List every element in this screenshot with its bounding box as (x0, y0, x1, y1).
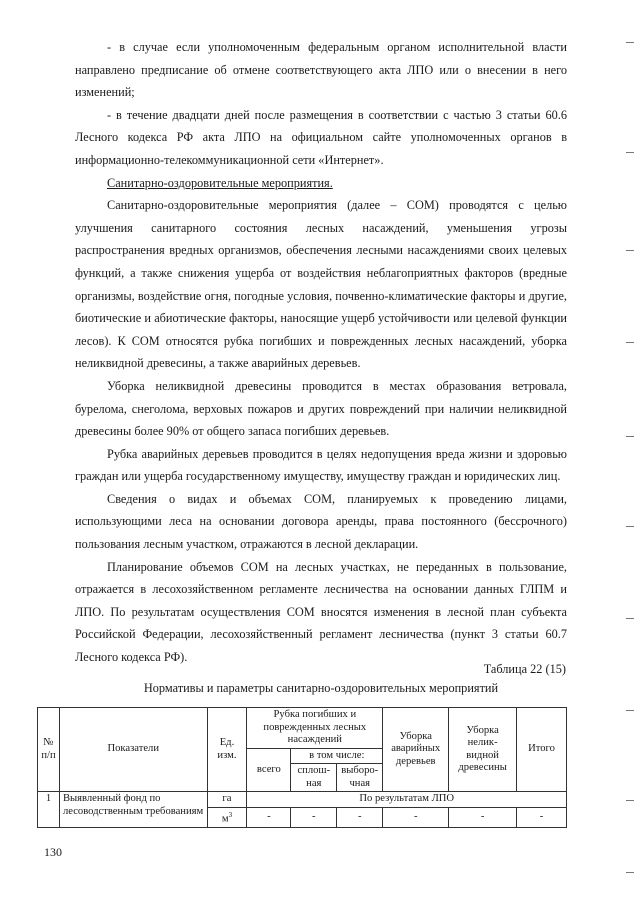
header-total-sub: всего (247, 748, 291, 792)
page-number: 130 (44, 845, 62, 859)
row-cell: - (383, 807, 449, 827)
paragraph: Уборка неликвидной древесины проводится в местах образования ветровала, бурелома, снеголома, верховых пожаров и других повреждений при наличии неликвидной древесины более 90% от общего запаса погибших деревьев. (75, 378, 567, 439)
unit-text: м (221, 813, 229, 825)
row-name: Выявленный фонд по лесоводственным требованиям (59, 792, 207, 828)
scan-edge-mark (626, 618, 634, 619)
header-unit: Ед. изм. (207, 708, 247, 792)
row-merged-value: По результатам ЛПО (247, 792, 567, 808)
row-cell: - (291, 807, 337, 827)
paragraph: Планирование объемов СОМ на лесных участках, не переданных в пользование, отражается в лесохозяйственном регламенте лесничества на основании данных ГЛПМ и ЛПО. По результатам осуществления СОМ вносятся изменения в лесной план субъекта Российской Федерации, лесохозяйственный регламент лесничества (пункт 3 статьи 60.7 Лесного кодекса РФ). (75, 559, 567, 665)
scan-edge-mark (626, 152, 634, 153)
paragraph: - в течение двадцати дней после размещения в соответствии с частью 3 статьи 60.6 Лесного кодекса РФ акта ЛПО на официальном сайте уполномоченных органов в информационно-телекоммуникационной сети «Интернет». (75, 107, 567, 167)
paragraph: Санитарно-оздоровительные мероприятия (далее – СОМ) проводятся с целью улучшения санитарного состояния лесных насаждений, уменьшения угрозы распространения вредных организмов, обеспечения лесными насаждениями своих целевых функций, а также снижения ущерба от воздействия неблагоприятных факторов (вредные организмы, воздействие огня, погодные условия, почвенно-климатические факторы и другие, биотические и абиотические факторы, наносящие ущерб устойчивости или целевой функции лесов). К СОМ относятся рубка погибших и поврежденных лесных насаждений, уборка неликвидной древесины, а также аварийных деревьев. (75, 198, 567, 371)
section-heading-text: Санитарно-оздоровительные мероприятия. (107, 175, 333, 190)
header-cleanup: Уборка аварийных деревьев (383, 708, 449, 792)
header-felling: Рубка погибших и поврежденных лесных насаждений (247, 708, 383, 749)
unit-superscript: 3 (228, 810, 233, 819)
table-number: Таблица 22 (15) (483, 662, 566, 676)
header-nonliquid: Уборка нелик-видной древесины (449, 708, 517, 792)
section-heading (75, 172, 567, 195)
header-incl: в том числе: (291, 748, 383, 764)
paragraph: Сведения о видах и объемах СОМ, планируемых к проведению лицами, использующими леса на основании договора аренды, права постоянного (бессрочного) пользования лесным участком, отражаются в лесной декларации. (75, 491, 567, 552)
row-cell: - (449, 807, 517, 827)
header-indicators: Показатели (59, 708, 207, 792)
row-num: 1 (38, 792, 60, 828)
paragraph: Рубка аварийных деревьев проводится в целях недопущения вреда жизни и здоровью граждан или ущерба государственному имуществу, имуществу граждан и юридических лиц. (75, 446, 567, 484)
body-text (75, 36, 567, 669)
scan-edge-mark (626, 42, 634, 43)
scan-edge-mark (626, 710, 634, 711)
table-row (38, 792, 567, 808)
row-cell: - (337, 807, 383, 827)
row-cell: - (247, 807, 291, 827)
row-unit (207, 807, 247, 827)
norms-table (37, 707, 567, 828)
scan-edge-mark (626, 342, 634, 343)
header-total: Итого (517, 708, 567, 792)
scan-edge-mark (626, 872, 634, 873)
table-title: Нормативы и параметры санитарно-оздоровительных мероприятий (143, 681, 499, 695)
scan-edge-mark (626, 250, 634, 251)
scan-edge-mark (626, 436, 634, 437)
header-num: № п/п (38, 708, 60, 792)
row-unit: га (207, 792, 247, 808)
header-clear: сплош-ная (291, 764, 337, 792)
row-cell: - (517, 807, 567, 827)
paragraph: - в случае если уполномоченным федеральным органом исполнительной власти направлено предписание об отмене соответствующего акта ЛПО или о внесении в него изменений; (75, 40, 567, 100)
header-selective: выборо-чная (337, 764, 383, 792)
table-header-row (38, 708, 567, 749)
scan-edge-mark (626, 800, 634, 801)
scan-edge-mark (626, 526, 634, 527)
